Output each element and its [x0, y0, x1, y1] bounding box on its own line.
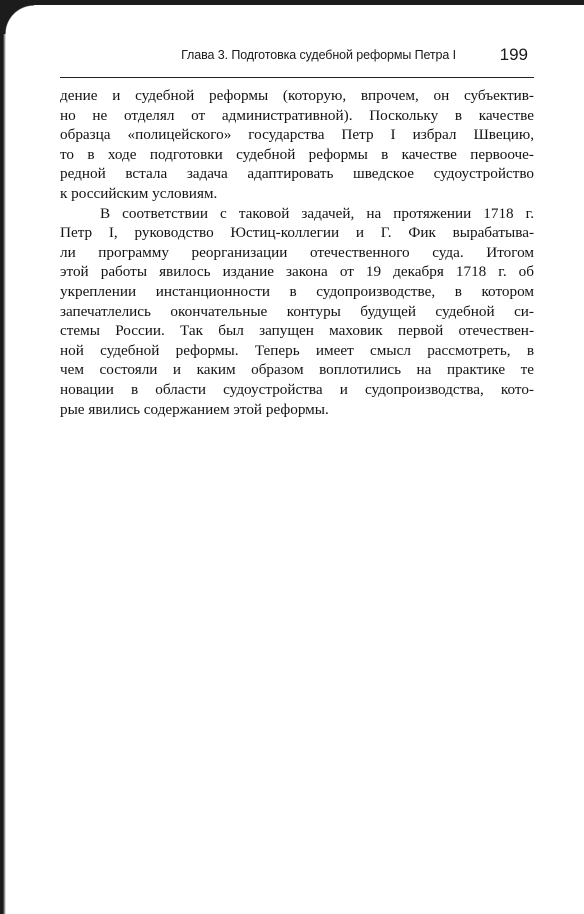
- header-rule: [60, 77, 534, 78]
- page-number: 199: [499, 45, 528, 64]
- scan-border-left: [0, 0, 6, 914]
- running-head: [60, 44, 534, 74]
- scan-corner: [0, 0, 34, 34]
- text-line: этой работы явилось издание закона от 19 декабря 1718 г. об: [60, 263, 534, 281]
- text-line: чем состояли и каким образом воплотились на практике те: [60, 361, 534, 379]
- text-line: дение и судебной реформы (которую, впрочем, он субъектив-: [60, 87, 534, 104]
- text-line: Петр I, руководство Юстиц-коллегии и Г. Фик вырабатыва-: [60, 224, 534, 242]
- text-line: ной судебной реформы. Теперь имеет смысл рассмотреть, в: [60, 341, 534, 359]
- text-line: новации в области судоустройства и судопроизводства, кото-: [60, 380, 534, 398]
- text-line: к российским условиям.: [60, 184, 218, 202]
- body-text: [60, 86, 534, 419]
- text-line: но не отделял от административной). Поскольку в качестве: [60, 106, 534, 124]
- text-line: стемы России. Так был запущен маховик первой отечествен-: [60, 322, 534, 340]
- text-line: ли программу реорганизации отечественного суда. Итогом: [60, 243, 534, 261]
- chapter-title: Глава 3. Подготовка судебной реформы Петра I: [181, 48, 456, 62]
- paragraph-2: [60, 204, 534, 420]
- text-line: редной встала задача адаптировать шведское судоустройство: [60, 165, 534, 183]
- text-line: то в ходе подготовки судебной реформы в качестве первооче-: [60, 145, 534, 163]
- text-line: В соответствии с таковой задачей, на протяжении 1718 г.: [100, 204, 534, 222]
- text-line: рые явились содержанием этой реформы.: [60, 400, 329, 418]
- text-line: образца «полицейского» государства Петр I избрал Швецию,: [60, 126, 534, 144]
- text-line: запечатлелись окончательные контуры будущей судебной си-: [60, 302, 534, 320]
- text-line: укреплении инстанционности в судопроизводстве, в котором: [60, 282, 534, 300]
- paragraph-1: [60, 86, 534, 204]
- scan-border-top: [0, 0, 584, 5]
